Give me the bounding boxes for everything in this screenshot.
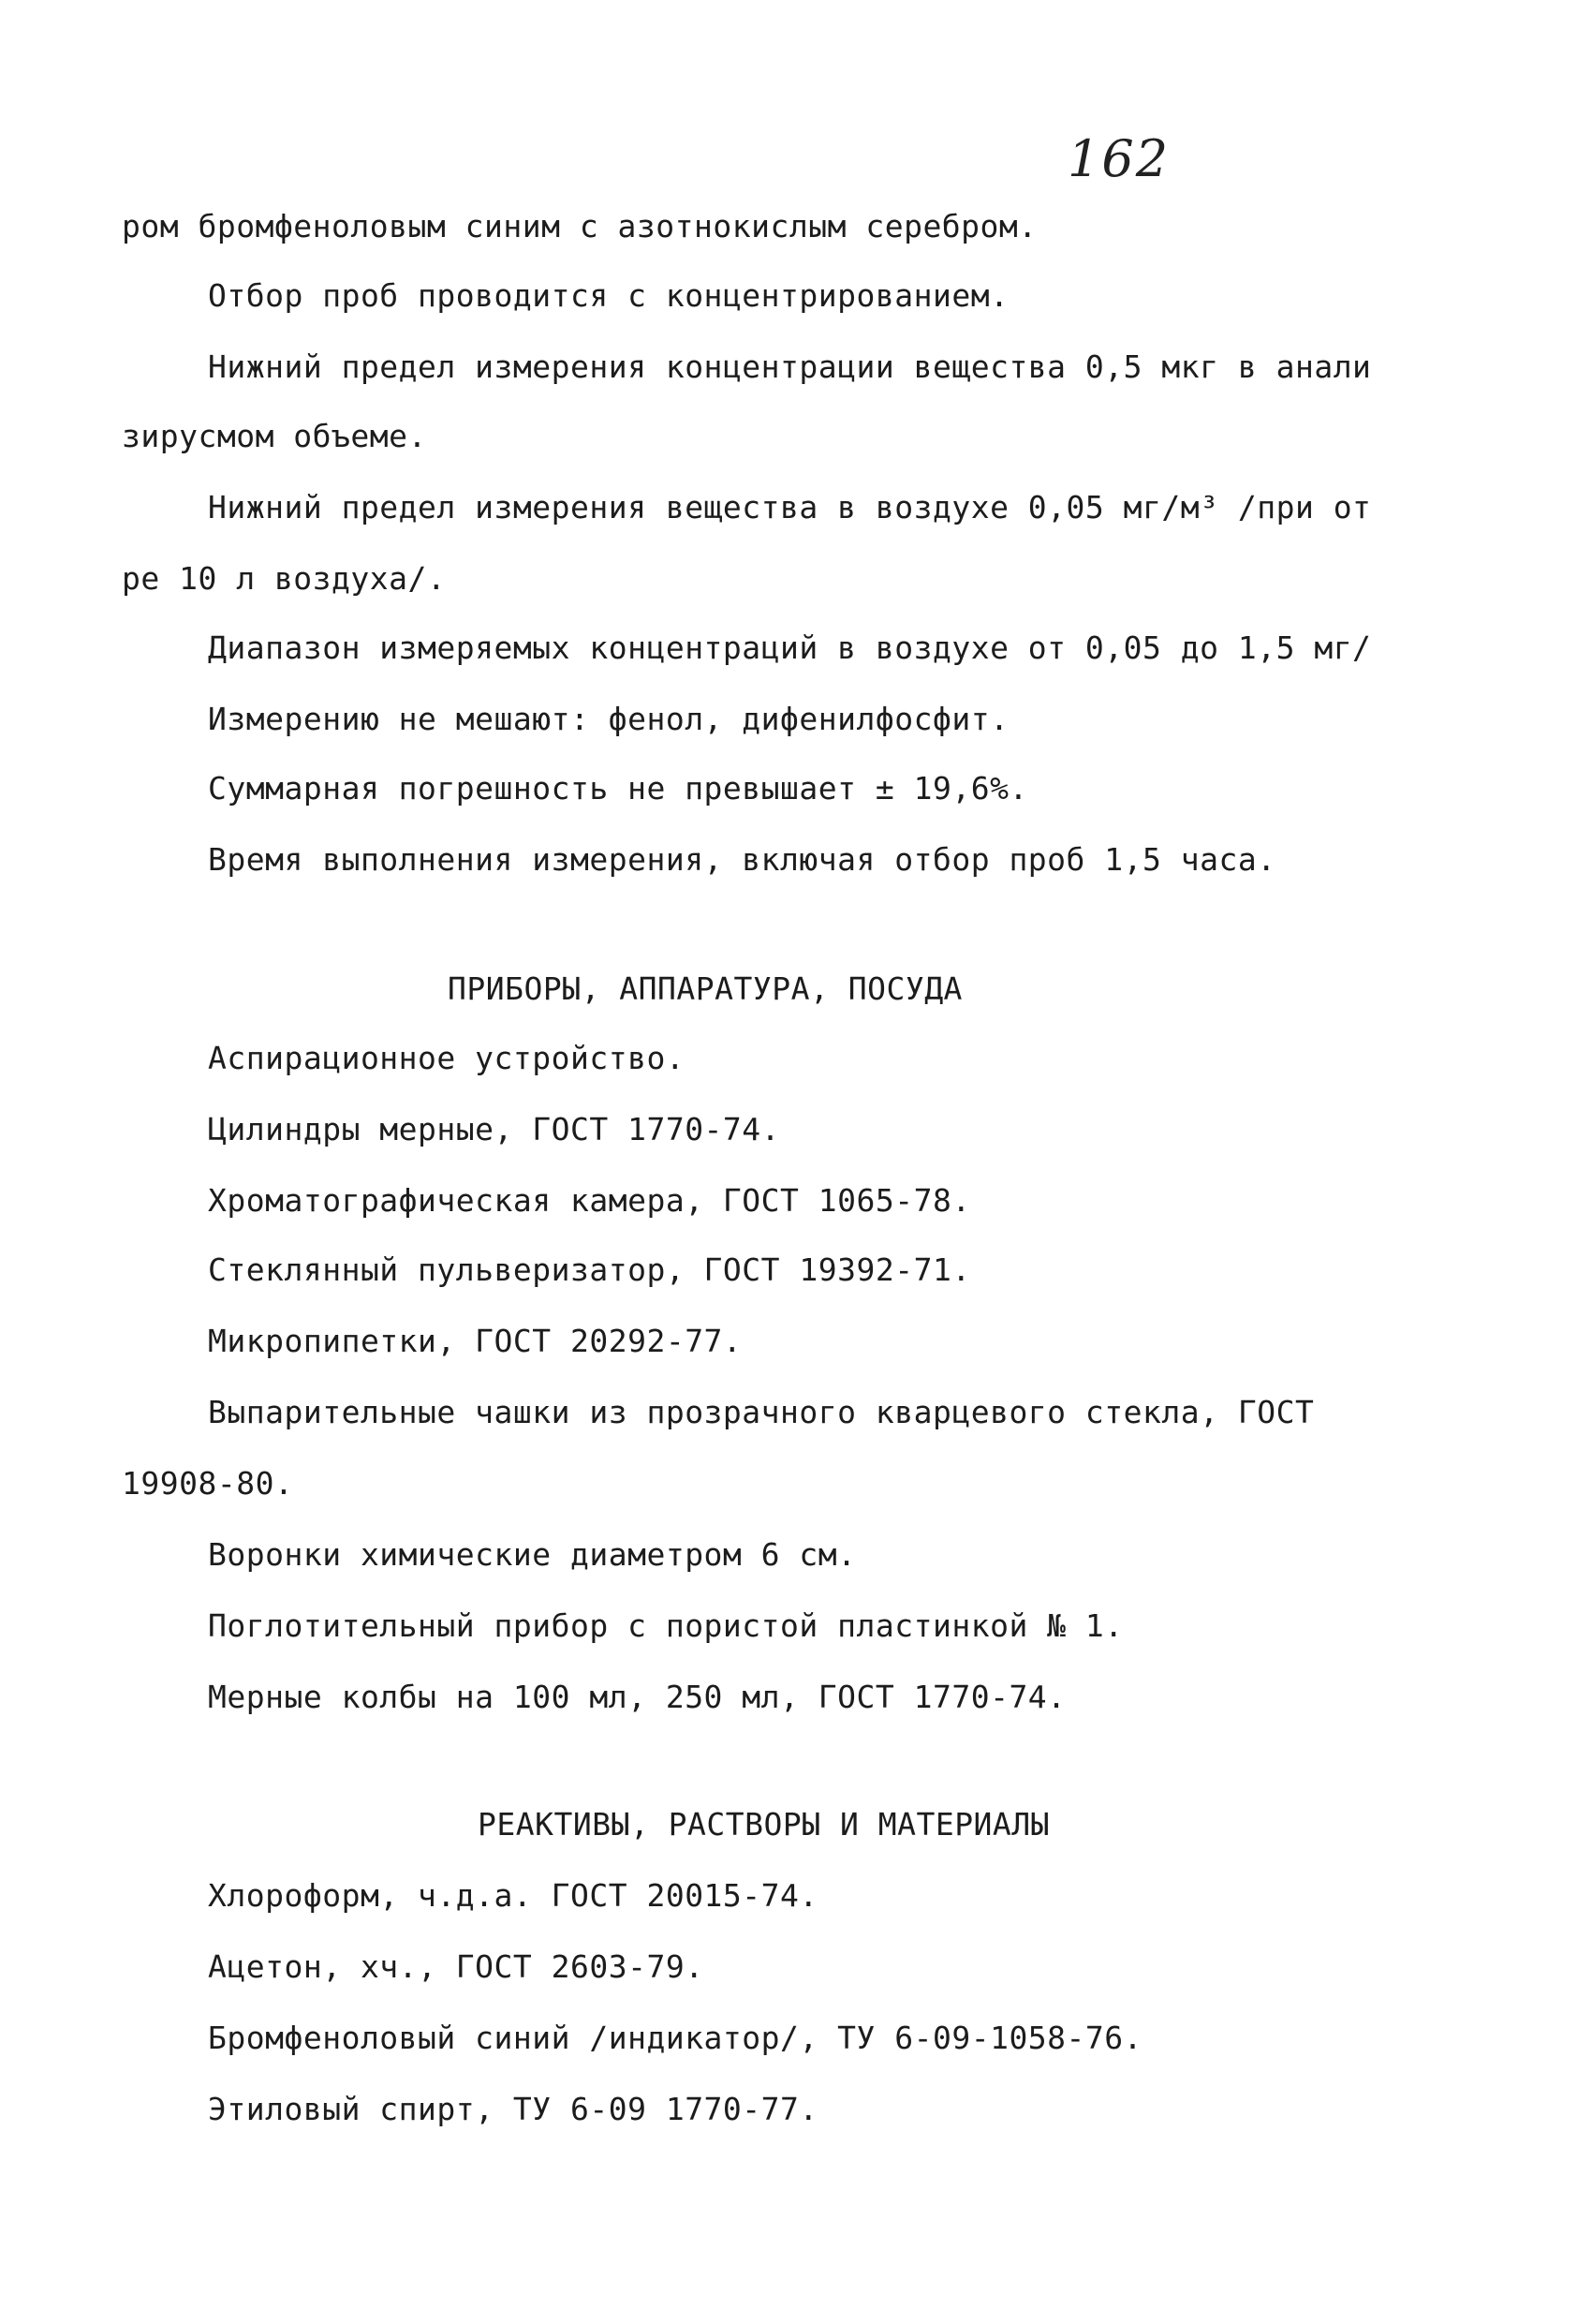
equipment-line: Микропипетки, ГОСТ 20292-77.	[208, 1323, 743, 1359]
equipment-line: Мерные колбы на 100 мл, 250 мл, ГОСТ 1770-74.	[208, 1679, 1067, 1715]
text-line: ре 10 л воздуха/.	[122, 560, 447, 597]
equipment-line: 19908-80.	[122, 1465, 294, 1502]
text-line: Измерению не мешают: фенол, дифенилфосфит.	[208, 701, 1010, 737]
reagent-line: Хлороформ, ч.д.а. ГОСТ 20015-74.	[208, 1877, 818, 1914]
equipment-line: Хроматографическая камера, ГОСТ 1065-78.	[208, 1182, 971, 1219]
text-line: ром бромфеноловым синим с азотнокислым серебром.	[122, 208, 1038, 244]
text-line: Нижний предел измерения концентрации вещества 0,5 мкг в анали	[208, 348, 1372, 385]
equipment-line: Выпарительные чашки из прозрачного кварцевого стекла, ГОСТ	[208, 1394, 1315, 1430]
equipment-line: Поглотительный прибор с пористой пластинкой № 1.	[208, 1607, 1124, 1644]
section-heading-equipment: ПРИБОРЫ, АППАРАТУРА, ПОСУДА	[448, 970, 963, 1007]
equipment-line: Цилиндры мерные, ГОСТ 1770-74.	[208, 1111, 781, 1147]
equipment-line: Стеклянный пульверизатор, ГОСТ 19392-71.	[208, 1251, 971, 1288]
reagent-line: Этиловый спирт, ТУ 6-09 1770-77.	[208, 2091, 818, 2127]
text-line: Диапазон измеряемых концентраций в воздухе от 0,05 до 1,5 мг/	[208, 629, 1372, 666]
equipment-line: Воронки химические диаметром 6 см.	[208, 1536, 857, 1573]
reagent-line: Ацетон, хч., ГОСТ 2603-79.	[208, 1948, 704, 1985]
text-line: зирусмом объеме.	[122, 418, 427, 454]
page-number: 162	[1068, 129, 1171, 188]
text-line: Время выполнения измерения, включая отбор проб 1,5 часа.	[208, 841, 1276, 878]
text-line: Нижний предел измерения вещества в воздухе 0,05 мг/м³ /при от	[208, 489, 1372, 525]
section-heading-reagents: РЕАКТИВЫ, РАСТВОРЫ И МАТЕРИАЛЫ	[478, 1806, 1051, 1843]
equipment-line: Аспирационное устройство.	[208, 1040, 685, 1076]
text-line: Суммарная погрешность не превышает ± 19,6%.	[208, 770, 1028, 807]
text-line: Отбор проб проводится с концентрированием.	[208, 277, 1010, 314]
reagent-line: Бромфеноловый синий /индикатор/, ТУ 6-09-1058-76.	[208, 2020, 1143, 2056]
